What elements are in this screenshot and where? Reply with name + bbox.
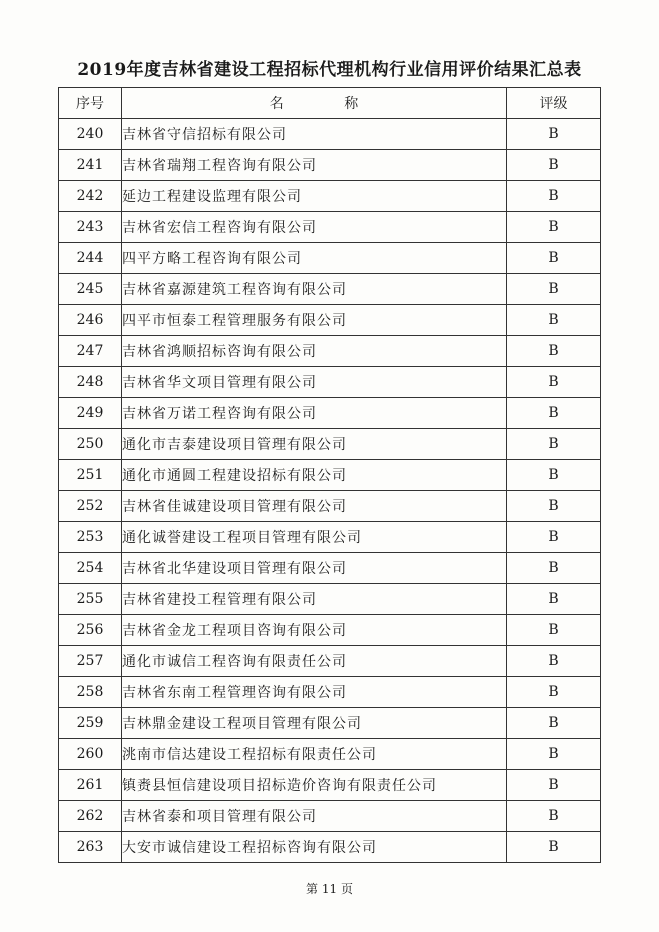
rating-grade: B bbox=[507, 646, 601, 677]
rating-grade: B bbox=[507, 150, 601, 181]
company-name: 吉林省守信招标有限公司 bbox=[122, 119, 507, 150]
table-row bbox=[59, 367, 601, 398]
table-row bbox=[59, 305, 601, 336]
credit-rating-table bbox=[58, 87, 601, 863]
company-name: 通化诚誉建设工程项目管理有限公司 bbox=[122, 522, 507, 553]
rating-grade: B bbox=[507, 336, 601, 367]
row-number: 259 bbox=[59, 708, 122, 739]
table-row bbox=[59, 553, 601, 584]
rating-grade: B bbox=[507, 305, 601, 336]
rating-grade: B bbox=[507, 398, 601, 429]
rating-grade: B bbox=[507, 801, 601, 832]
company-name: 吉林省泰和项目管理有限公司 bbox=[122, 801, 507, 832]
rating-grade: B bbox=[507, 615, 601, 646]
row-number: 262 bbox=[59, 801, 122, 832]
company-name: 吉林省万诺工程咨询有限公司 bbox=[122, 398, 507, 429]
table-row bbox=[59, 491, 601, 522]
table-header-row bbox=[59, 88, 601, 119]
row-number: 252 bbox=[59, 491, 122, 522]
rating-grade: B bbox=[507, 274, 601, 305]
rating-grade: B bbox=[507, 212, 601, 243]
company-name: 镇赉县恒信建设项目招标造价咨询有限责任公司 bbox=[122, 770, 507, 801]
table-row bbox=[59, 243, 601, 274]
row-number: 246 bbox=[59, 305, 122, 336]
table-row bbox=[59, 739, 601, 770]
rating-grade: B bbox=[507, 491, 601, 522]
row-number: 260 bbox=[59, 739, 122, 770]
row-number: 240 bbox=[59, 119, 122, 150]
company-name: 吉林省嘉源建筑工程咨询有限公司 bbox=[122, 274, 507, 305]
table-row bbox=[59, 460, 601, 491]
row-number: 256 bbox=[59, 615, 122, 646]
rating-grade: B bbox=[507, 770, 601, 801]
company-name: 吉林鼎金建设工程项目管理有限公司 bbox=[122, 708, 507, 739]
rating-grade: B bbox=[507, 553, 601, 584]
company-name: 吉林省东南工程管理咨询有限公司 bbox=[122, 677, 507, 708]
table-row bbox=[59, 646, 601, 677]
company-name: 吉林省瑞翔工程咨询有限公司 bbox=[122, 150, 507, 181]
table-row bbox=[59, 119, 601, 150]
table-row bbox=[59, 615, 601, 646]
rating-grade: B bbox=[507, 522, 601, 553]
document-title: 2019年度吉林省建设工程招标代理机构行业信用评价结果汇总表 bbox=[77, 60, 582, 80]
table-row bbox=[59, 677, 601, 708]
company-name: 大安市诚信建设工程招标咨询有限公司 bbox=[122, 832, 507, 863]
header-name: 名 称 bbox=[122, 88, 507, 119]
row-number: 242 bbox=[59, 181, 122, 212]
company-name: 吉林省金龙工程项目咨询有限公司 bbox=[122, 615, 507, 646]
row-number: 248 bbox=[59, 367, 122, 398]
company-name: 通化市诚信工程咨询有限责任公司 bbox=[122, 646, 507, 677]
company-name: 四平市恒泰工程管理服务有限公司 bbox=[122, 305, 507, 336]
table-row bbox=[59, 708, 601, 739]
company-name: 通化市通圆工程建设招标有限公司 bbox=[122, 460, 507, 491]
row-number: 263 bbox=[59, 832, 122, 863]
company-name: 吉林省建投工程管理有限公司 bbox=[122, 584, 507, 615]
row-number: 255 bbox=[59, 584, 122, 615]
row-number: 253 bbox=[59, 522, 122, 553]
rating-grade: B bbox=[507, 367, 601, 398]
row-number: 241 bbox=[59, 150, 122, 181]
header-grade: 评级 bbox=[507, 88, 601, 119]
company-name: 吉林省北华建设项目管理有限公司 bbox=[122, 553, 507, 584]
rating-grade: B bbox=[507, 584, 601, 615]
table-row bbox=[59, 429, 601, 460]
table-row bbox=[59, 150, 601, 181]
rating-grade: B bbox=[507, 181, 601, 212]
company-name: 吉林省鸿顺招标咨询有限公司 bbox=[122, 336, 507, 367]
company-name: 通化市吉泰建设项目管理有限公司 bbox=[122, 429, 507, 460]
rating-grade: B bbox=[507, 739, 601, 770]
table-row bbox=[59, 522, 601, 553]
table-row bbox=[59, 584, 601, 615]
row-number: 249 bbox=[59, 398, 122, 429]
header-no: 序号 bbox=[59, 88, 122, 119]
company-name: 吉林省宏信工程咨询有限公司 bbox=[122, 212, 507, 243]
company-name: 吉林省华文项目管理有限公司 bbox=[122, 367, 507, 398]
company-name: 延边工程建设监理有限公司 bbox=[122, 181, 507, 212]
row-number: 257 bbox=[59, 646, 122, 677]
company-name: 四平方略工程咨询有限公司 bbox=[122, 243, 507, 274]
rating-grade: B bbox=[507, 243, 601, 274]
row-number: 244 bbox=[59, 243, 122, 274]
row-number: 258 bbox=[59, 677, 122, 708]
row-number: 254 bbox=[59, 553, 122, 584]
company-name: 吉林省佳诚建设项目管理有限公司 bbox=[122, 491, 507, 522]
rating-grade: B bbox=[507, 429, 601, 460]
row-number: 261 bbox=[59, 770, 122, 801]
rating-grade: B bbox=[507, 119, 601, 150]
table-row bbox=[59, 181, 601, 212]
row-number: 251 bbox=[59, 460, 122, 491]
table-row bbox=[59, 274, 601, 305]
row-number: 250 bbox=[59, 429, 122, 460]
row-number: 245 bbox=[59, 274, 122, 305]
rating-grade: B bbox=[507, 832, 601, 863]
table-row bbox=[59, 832, 601, 863]
table-row bbox=[59, 801, 601, 832]
rating-grade: B bbox=[507, 460, 601, 491]
table-row bbox=[59, 770, 601, 801]
table-row bbox=[59, 398, 601, 429]
table-row bbox=[59, 212, 601, 243]
row-number: 243 bbox=[59, 212, 122, 243]
company-name: 洮南市信达建设工程招标有限责任公司 bbox=[122, 739, 507, 770]
rating-grade: B bbox=[507, 677, 601, 708]
row-number: 247 bbox=[59, 336, 122, 367]
rating-grade: B bbox=[507, 708, 601, 739]
page-number: 第 11 页 bbox=[306, 882, 353, 896]
table-row bbox=[59, 336, 601, 367]
